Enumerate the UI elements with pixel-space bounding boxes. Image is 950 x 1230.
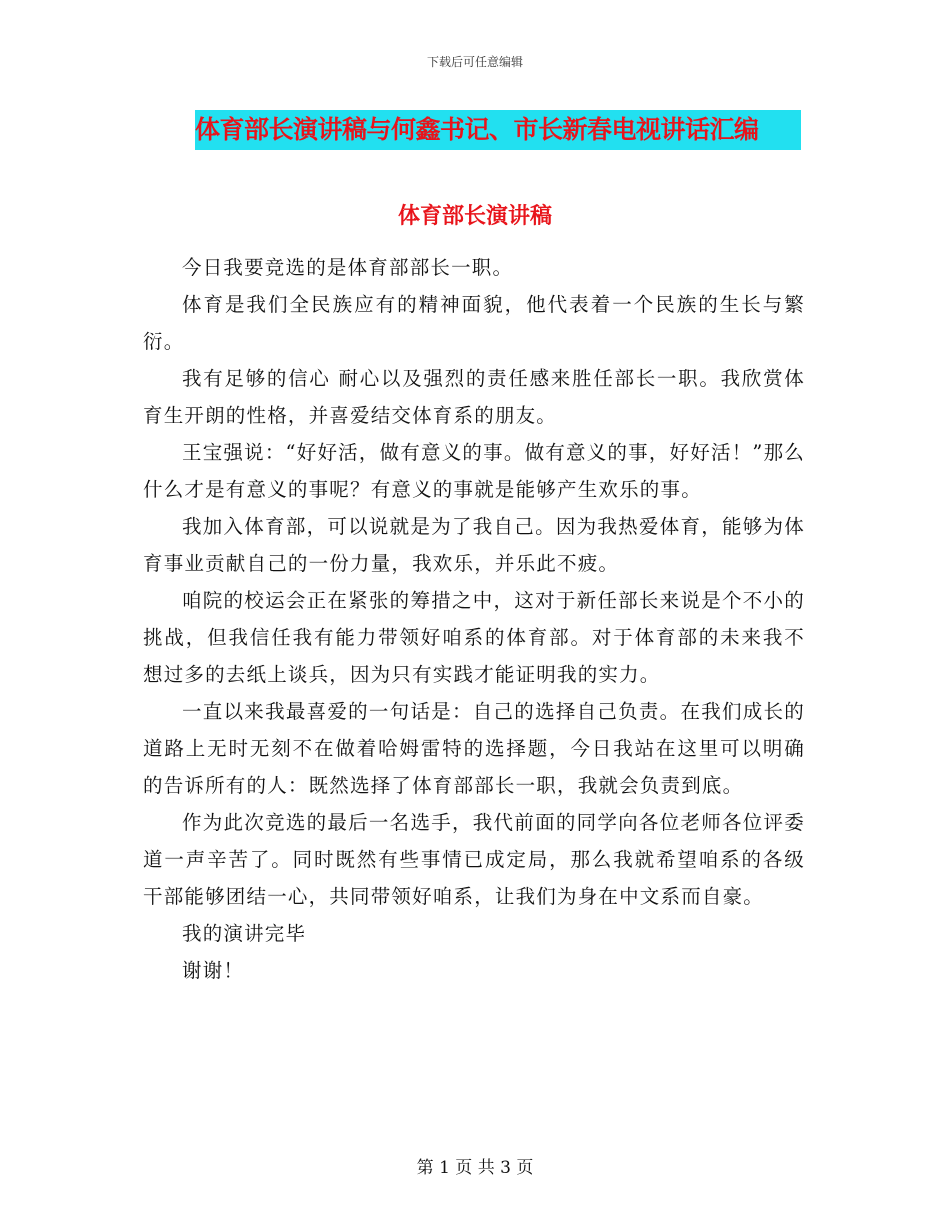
document-title-highlight bbox=[195, 110, 801, 150]
paragraph: 体育是我们全民族应有的精神面貌，他代表着一个民族的生长与繁衍。 bbox=[143, 293, 805, 353]
paragraph: 我有足够的信心 耐心以及强烈的责任感来胜任部长一职。我欣赏体育生开朗的性格，并喜爱结交体育系的朋友。 bbox=[143, 367, 805, 427]
page-number-footer: 第 1 页 共 3 页 bbox=[416, 1158, 534, 1178]
document-title: 体育部长演讲稿与何鑫书记、市长新春电视讲话汇编 bbox=[195, 115, 759, 144]
section-title: 体育部长演讲稿 bbox=[397, 204, 552, 229]
paragraph: 我的演讲完毕 bbox=[182, 922, 307, 945]
speech-body bbox=[143, 249, 805, 989]
paragraph: 王宝强说：“好好活，做有意义的事。做有意义的事，好好活！”那么什么才是有意义的事呢？有意义的事就是能够产生欢乐的事。 bbox=[143, 441, 805, 501]
paragraph: 咱院的校运会正在紧张的筹措之中，这对于新任部长来说是个不小的挑战，但我信任我有能力带领好咱系的体育部。对于体育部的未来我不想过多的去纸上谈兵，因为只有实践才能证明我的实力。 bbox=[143, 589, 805, 686]
paragraph: 一直以来我最喜爱的一句话是：自己的选择自己负责。在我们成长的道路上无时无刻不在做着哈姆雷特的选择题，今日我站在这里可以明确的告诉所有的人：既然选择了体育部部长一职，我就会负责到底。 bbox=[143, 700, 805, 797]
paragraph: 我加入体育部，可以说就是为了我自己。因为我热爱体育，能够为体育事业贡献自己的一份力量，我欢乐，并乐此不疲。 bbox=[143, 515, 805, 575]
paragraph: 今日我要竞选的是体育部部长一职。 bbox=[182, 256, 514, 279]
paragraph: 作为此次竞选的最后一名选手，我代前面的同学向各位老师各位评委道一声辛苦了。同时既然有些事情已成定局，那么我就希望咱系的各级干部能够团结一心，共同带领好咱系，让我们为身在中文系而自豪。 bbox=[143, 811, 805, 908]
paragraph: 谢谢！ bbox=[182, 959, 245, 982]
page-header-note: 下载后可任意编辑 bbox=[426, 55, 523, 69]
